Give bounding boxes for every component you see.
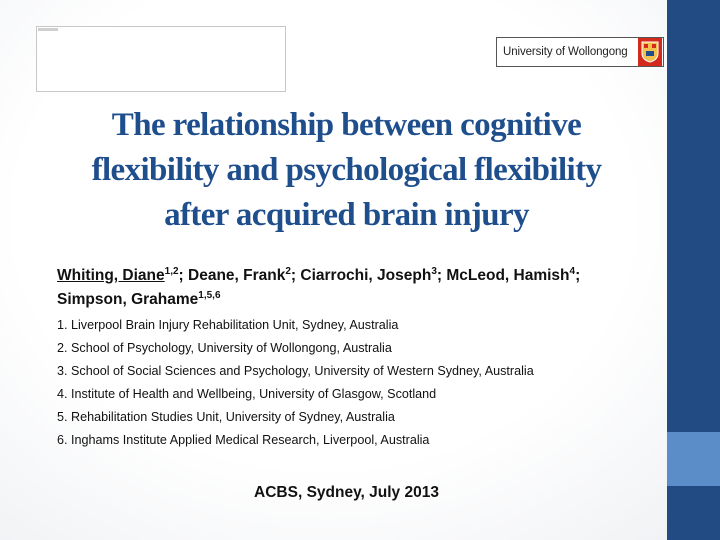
author-5: Simpson, Grahame (57, 291, 199, 308)
conference-info: ACBS, Sydney, July 2013 (254, 484, 439, 501)
logo-text: University of Wollongong (503, 46, 628, 58)
author-3: ; Ciarrochi, Joseph (290, 267, 432, 284)
author-separator: ; (575, 267, 581, 284)
author-1: Whiting, Diane (57, 267, 165, 284)
affiliation-3: 3. School of Social Sciences and Psychology, University of Western Sydney, Australia (57, 364, 534, 378)
affiliation-list (57, 314, 657, 452)
author-2-affil: 2 (285, 265, 291, 277)
sidebar-accent-block (667, 432, 720, 486)
image-placeholder (36, 26, 286, 92)
university-logo (496, 37, 664, 67)
author-2: ; Deane, Frank (178, 267, 286, 284)
affiliation-6: 6. Inghams Institute Applied Medical Research, Liverpool, Australia (57, 433, 430, 447)
affiliation-5: 5. Rehabilitation Studies Unit, University of Sydney, Australia (57, 410, 395, 424)
title-line-1: The relationship between cognitive (111, 107, 582, 143)
affiliation-4: 4. Institute of Health and Wellbeing, University of Glasgow, Scotland (57, 387, 437, 401)
author-4: ; McLeod, Hamish (436, 267, 570, 284)
author-3-affil: 3 (431, 265, 437, 277)
crest-icon (638, 38, 662, 66)
author-4-affil: 4 (569, 265, 576, 277)
slide-title (40, 103, 653, 238)
title-line-2: flexibility and psychological flexibility (91, 152, 602, 188)
author-1-affil: 1,2 (164, 265, 179, 277)
placeholder-marker (38, 28, 58, 31)
author-list (57, 264, 657, 312)
author-5-affil: 1,5,6 (198, 289, 221, 301)
affiliation-2: 2. School of Psychology, University of Wollongong, Australia (57, 341, 392, 355)
title-line-3: after acquired brain injury (164, 197, 529, 233)
affiliation-1: 1. Liverpool Brain Injury Rehabilitation Unit, Sydney, Australia (57, 318, 399, 332)
